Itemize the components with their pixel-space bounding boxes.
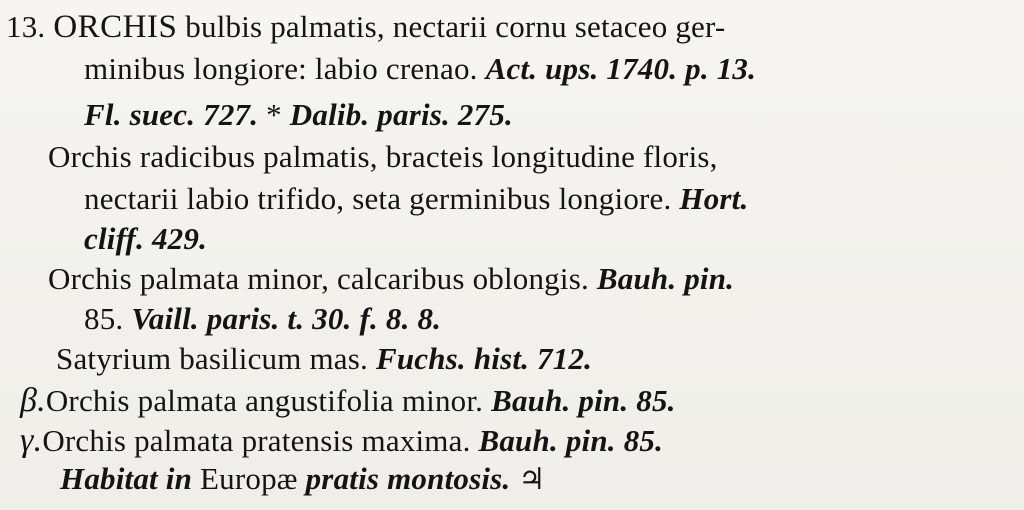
synonym-1-line-2 bbox=[84, 182, 748, 216]
synonym-text: Satyrium basilicum mas. bbox=[56, 341, 376, 376]
variety-marker-gamma: γ. bbox=[20, 422, 43, 459]
variety-text: Orchis palmata pratensis maxima. bbox=[42, 423, 479, 458]
habitat-detail: pratis montosis. bbox=[305, 461, 519, 496]
synonym-text: Orchis palmata minor, calcaribus oblongis. bbox=[48, 261, 597, 296]
entry-diagnosis-part2: minibus longiore: labio crenao. bbox=[84, 51, 486, 86]
reference-bauh-pin: Bauh. pin. 85. bbox=[491, 383, 676, 418]
variety-text: Orchis palmata angustifolia minor. bbox=[45, 383, 492, 418]
variety-gamma-line bbox=[20, 424, 663, 458]
habitat-label: Habitat in bbox=[60, 461, 201, 496]
reference-act-ups: Act. ups. 1740. p. 13. bbox=[485, 51, 757, 86]
reference-dalib: Dalib. paris. 275. bbox=[289, 97, 513, 132]
synonym-text: nectarii labio trifido, seta germinibus longiore. bbox=[84, 181, 680, 216]
variety-marker-beta: β. bbox=[20, 382, 46, 419]
entry-line-1 bbox=[6, 10, 725, 44]
habitat-place: Europæ bbox=[200, 461, 306, 496]
synonym-2-line-2 bbox=[84, 302, 441, 336]
synonym-text: Orchis radicibus palmatis, bracteis longitudine floris, bbox=[48, 139, 718, 174]
synonym-1-line-1 bbox=[48, 140, 718, 174]
reference-hort: Hort. bbox=[679, 181, 749, 216]
reference-cliff: cliff. 429. bbox=[84, 221, 208, 256]
synonym-1-line-3 bbox=[84, 222, 207, 256]
star-mark: * bbox=[266, 97, 290, 132]
habitat-line bbox=[60, 462, 545, 497]
reference-vaill: Vaill. paris. t. 30. f. 8. 8. bbox=[131, 301, 442, 336]
perennial-symbol-icon: ♃ bbox=[518, 463, 546, 496]
genus-name: ORCHIS bbox=[53, 9, 178, 45]
entry-diagnosis-part1: bulbis palmatis, nectarii cornu setaceo ger- bbox=[177, 9, 726, 44]
entry-line-2 bbox=[84, 52, 756, 86]
entry-line-3 bbox=[84, 98, 513, 132]
entry-number: 13. bbox=[6, 9, 46, 44]
reference-fuchs: Fuchs. hist. 712. bbox=[375, 341, 593, 376]
reference-bauh-pin: Bauh. pin. bbox=[596, 261, 735, 296]
reference-fl-suec: Fl. suec. 727. bbox=[84, 97, 267, 132]
synonym-2-line-1 bbox=[48, 262, 734, 296]
variety-beta-line bbox=[20, 384, 676, 418]
reference-bauh-pin: Bauh. pin. 85. bbox=[478, 423, 664, 458]
synonym-3-line bbox=[56, 342, 592, 376]
page-number: 85. bbox=[84, 301, 132, 336]
